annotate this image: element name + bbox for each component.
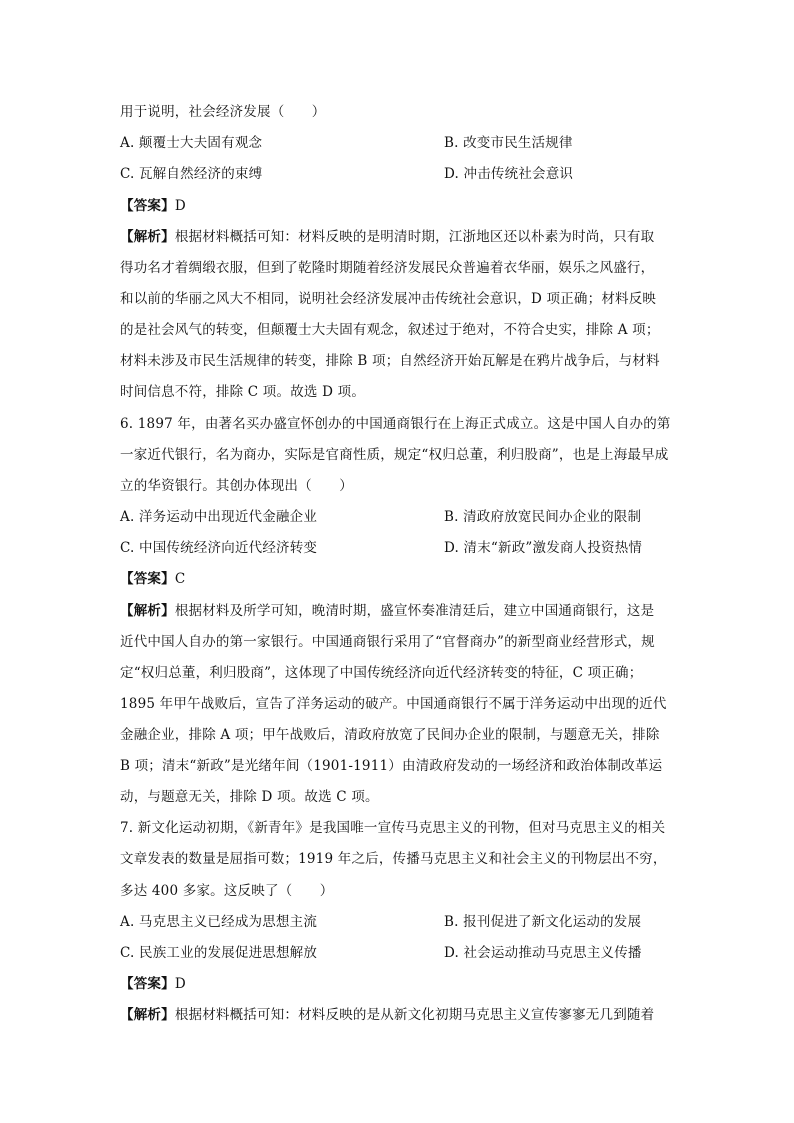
q5-option-b: B. 改变市民生活规律 [444,135,573,151]
q7-option-b: B. 报刊促进了新文化运动的发展 [444,914,642,930]
analysis-tag: 【解析】 [120,229,175,245]
q5-analysis-line: 时间信息不符，排除 C 项。故选 D 项。 [120,384,366,400]
q6-stem-line: 6. 1897 年，由著名买办盛宣怀创办的中国通商银行在上海正式成立。这是中国人自办的第 [120,416,671,432]
q6-answer [120,569,185,589]
q6-option-b: B. 清政府放宽民间办企业的限制 [444,509,642,525]
q6-stem-line: 一家近代银行，名为商办，实际是官商性质，规定“权归总董，利归股商”，也是上海最早成 [120,447,669,463]
analysis-text: 根据材料及所学可知，晚清时期，盛宣怀奏准清廷后，建立中国通商银行，这是 [174,603,655,619]
analysis-tag: 【解析】 [120,1007,175,1023]
q7-analysis-line [120,1005,654,1025]
answer-value: D [174,976,186,992]
q5-option-a: A. 颠覆士大夫固有观念 [120,135,263,151]
answer-value: D [174,198,186,214]
q6-option-c: C. 中国传统经济向近代经济转变 [120,540,318,556]
q6-analysis-line: 金融企业，排除 A 项；甲午战败后，清政府放宽了民间办企业的限制，与题意无关，排除 [120,727,660,743]
q5-analysis-line: 得功名才着绸缎衣服，但到了乾隆时期随着经济发展民众普遍着衣华丽，娱乐之风盛行， [120,260,655,276]
q5-analysis-line: 的是社会风气的转变，但颠覆士大夫固有观念，叙述过于绝对，不符合史实，排除 A 项； [120,322,660,338]
q7-option-c: C. 民族工业的发展促进思想解放 [120,945,318,961]
q6-analysis-line: 近代中国人自办的第一家银行。中国通商银行采用了“官督商办”的新型商业经营形式，规 [120,634,655,650]
q5-option-c: C. 瓦解自然经济的束缚 [120,166,263,182]
analysis-tag: 【解析】 [120,603,175,619]
q6-stem-line: 立的华资银行。其创办体现出（ ） [120,478,353,494]
q7-stem-line: 文章发表的数量是屈指可数；1919 年之后，传播马克思主义和社会主义的刊物层出不穷， [120,851,667,867]
analysis-text: 根据材料概括可知：材料反映的是从新文化初期马克思主义宣传寥寥无几到随着 [174,1007,655,1023]
q5-option-d: D. 冲击传统社会意识 [444,166,574,182]
q7-stem-line: 多达 400 多家。这反映了（ ） [120,883,334,899]
q6-option-d: D. 清末“新政”激发商人投资热情 [444,540,643,556]
q6-analysis-line: B 项；清末“新政”是光绪年间（1901-1911）由清政府发动的一场经济和政治体制改革运 [120,758,663,774]
q6-analysis-line: 1895 年甲午战败后，宣告了洋务运动的破产。中国通商银行不属于洋务运动中出现的近代 [120,696,667,712]
answer-tag: 【答案】 [120,198,175,214]
answer-tag: 【答案】 [120,976,175,992]
q7-answer [120,974,186,994]
q5-analysis-line: 材料未涉及市民生活规律的转变，排除 B 项；自然经济开始瓦解是在鸦片战争后，与材料 [120,353,660,369]
q7-stem-line: 7. 新文化运动初期，《新青年》是我国唯一宣传马克思主义的刊物，但对马克思主义的相关 [120,820,666,836]
answer-value: C [174,571,186,587]
q5-stem: 用于说明，社会经济发展（ ） [120,104,326,120]
q6-analysis-line: 定“权归总董，利归股商”，这体现了中国传统经济向近代经济转变的特征，C 项正确； [120,665,643,681]
answer-tag: 【答案】 [120,571,175,587]
q5-answer [120,196,186,216]
q5-analysis-line: 和以前的华丽之风大不相同，说明社会经济发展冲击传统社会意识，D 项正确；材料反映 [120,291,657,307]
q7-option-d: D. 社会运动推动马克思主义传播 [444,945,642,961]
q5-analysis-line [120,227,654,247]
analysis-text: 根据材料概括可知：材料反映的是明清时期，江浙地区还以朴素为时尚，只有取 [174,229,655,245]
q7-option-a: A. 马克思主义已经成为思想主流 [120,914,318,930]
q6-option-a: A. 洋务运动中出现近代金融企业 [120,509,318,525]
q6-analysis-line [120,601,654,621]
q6-analysis-line: 动，与题意无关，排除 D 项。故选 C 项。 [120,789,379,805]
